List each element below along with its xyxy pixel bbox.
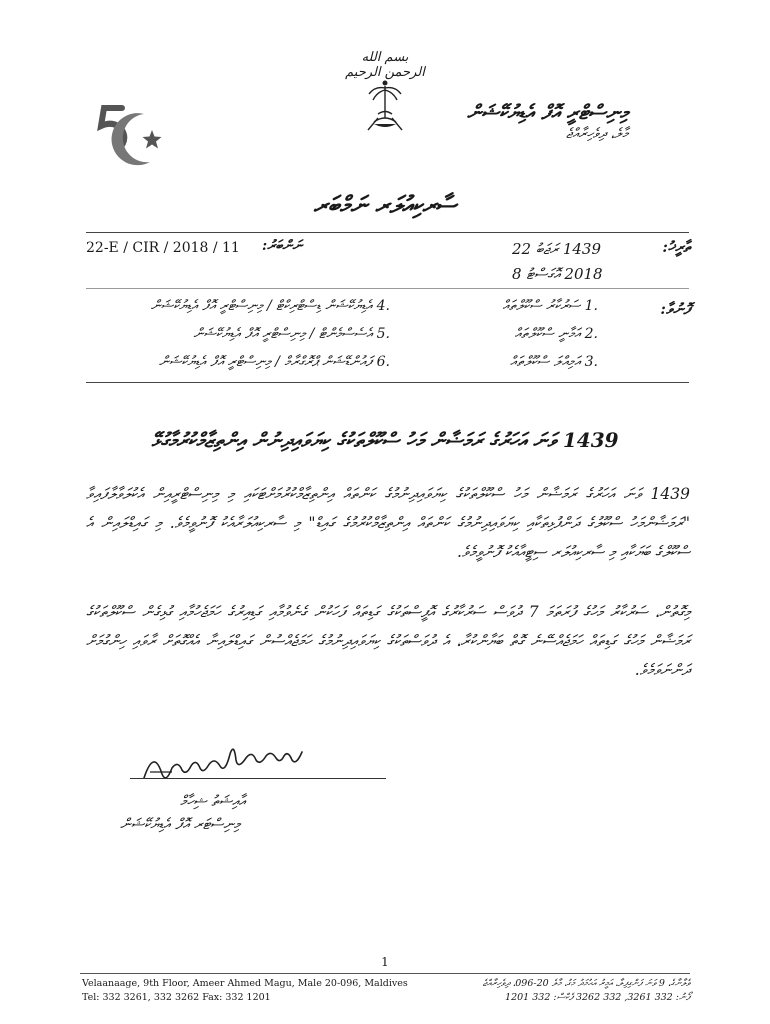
footer-divider [80,973,690,974]
recipient-item: .4 އެޑިޔުކޭޝަން ޑިސްޓްރިކްޓް / މިނިސްޓްރީ އޮފް އެޑިޔުކޭޝަން [150,298,390,314]
reference-number: 22-E / CIR / 2018 / 11 [86,240,240,256]
recipient-item: .5 އެސެސްމެންޓް / މިނިސްޓްރީ އޮފް އެޑިޔުކޭޝަން [193,326,390,342]
header-divider [86,232,689,233]
date-label: ތާރީޚު: [662,238,690,256]
date-hijri: 1439 ރަޖަބު 22 [512,240,602,258]
national-emblem-icon [360,78,410,138]
footer-address-en: Velaanaage, 9th Floor, Ameer Ahmed Magu, Male 20-096, Maldives [82,978,408,989]
ministry-name: މިނިސްޓްރީ އޮފް އެޑިޔުކޭޝަން [467,100,628,124]
handwritten-signature [140,748,305,788]
recipients-divider [86,382,689,383]
page-number: 1 [381,955,389,969]
signer-title: މިނިސްޓަރ އޮފް އެޑިޔުކޭޝަން [120,815,240,833]
reference-number-label: ނަންބަރު: [262,238,302,254]
date-gregorian: 2018 އޮގަސްޓު 8 [512,265,603,283]
letter-subject: 1439 ވަނަ އަހަރުގެ ރަމަޟާން މަހު ސްކޫލްތަކުގެ ކިޔަވައިދިނުން އިންތިޒާމްކުރުމާގުޅޭ [151,428,619,452]
footer-phone-dv: ފޯނު: 332 3261, 332 3262 ފެކްސް: 332 1201 [505,992,690,1003]
recipient-item: .3 އަމިއްލަ ސްކޫލްތައް [510,354,598,370]
signature-line [130,778,386,779]
body-paragraph: މިގޮތުން، ސަރުކާރު މަހުގެ ފުރަތަމަ 7 ދުވަސް ސަރުކާރުގެ އޮފީސްތަކުގެ ގަޑިތައް ފަހަކުން ގެނެވުމާއި ގަޑިއިރުގެ ހަމަޖެހުމާއި ގުޅިގެން ސްކޫލްތަކުގެ ރަމަޟާން މަހުގެ ގަޑިތައް ހަމަޖެއްސޭނެ ގޮތް ބަޔާންކުރާ، އެ ދުވަސްތަކުގެ ކިޔަވައިދިނުމުގެ ހަމަޖެއްސުން ގައިޑްލައިނާ އެއްގޮތަށް ރާވައި ހިންގުމަށް ދަންނަވަމެވެ. [86,603,691,679]
footer-address-dv: ވެލާނާގެ، 9 ވަނަ ފަންގިފިލާ، އަމީރު އަޙުމަދު މަގު، މާލެ 20-096، ދިވެހިރާއްޖެ [482,978,690,989]
body-paragraph: 1439 ވަނަ އަހަރުގެ ރަމަޟާން މަހު ސްކޫލްތަކުގެ ކިޔަވައިދިނުމުގެ ކަންތައް އިންތިޒާމްކުރުމަށްޓަކައި މި މިނިސްޓްރީއިން އެކުލަވާލާފައިވާ "ރަމަޟާންމަހު ސްކޫލުގެ ދަންފުޅިތަކާއި ކިޔަވައިދިނުމުގެ ކަންތައް އިންތިޒާމްކުރުމުގެ ގައިޑް" މި ސާރކިއުލަރާއެކު ފޮނުވީމެވެ. މި ގައިޑްލައިން އެ ސްކޫލްގެ ބަޔަކާއި މި ސާރކިއުލަރ ސިޓީއާއެކު ފޮނުވީމެވެ. [86,485,690,561]
50-years-logo-icon [92,100,172,180]
bismillah-calligraphy: بسم الله الرحمن الرحيم [345,50,425,80]
recipient-item: .6 ފައުންޑޭޝަން ޕްރޮގްރާމް / މިނިސްޓްރީ އޮފް އެޑިޔުކޭޝަން [158,354,390,370]
recipient-item: .1 ސަރުކާރު ސްކޫލްތައް [502,298,598,314]
recipients-label: ފޮނުވާ: [660,300,690,318]
circular-title: ސާރކިއުލަރ ނަމްބަރ [313,190,457,219]
ministry-city: މާލެ، ދިވެހިރާއްޖެ [565,126,628,142]
signer-name: އާއިޝަތު ޝިހާމް [180,792,246,810]
reference-divider [86,288,689,289]
recipient-item: .2 އަމާނީ ސްކޫލްތައް [514,326,598,342]
footer-phone-en: Tel: 332 3261, 332 3262 Fax: 332 1201 [82,992,271,1003]
